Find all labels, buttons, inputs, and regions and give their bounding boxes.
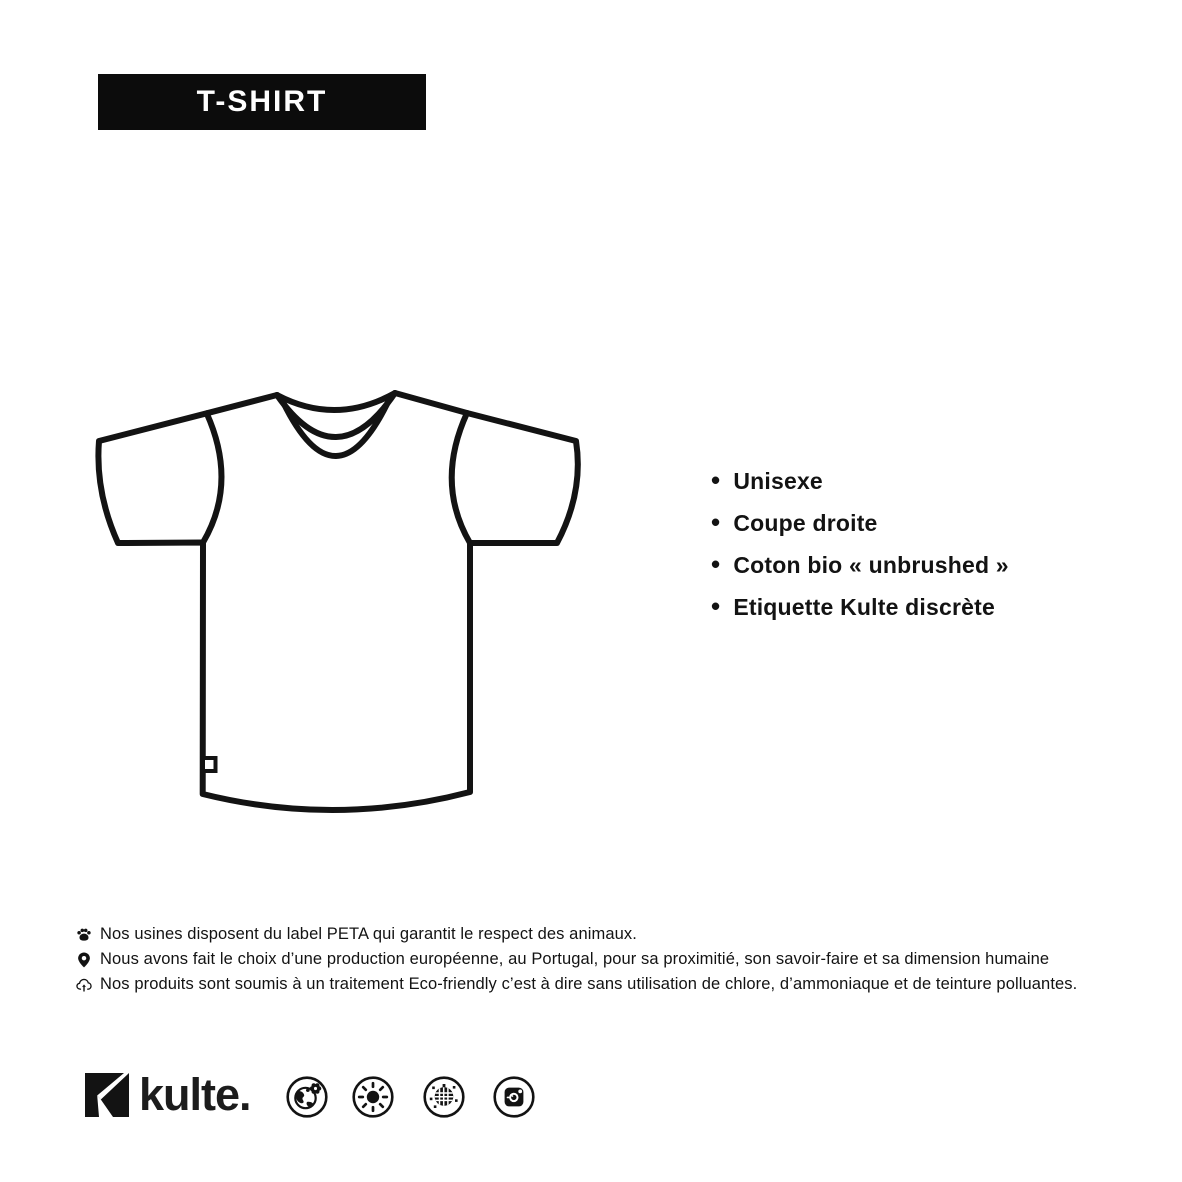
paw-icon (76, 927, 92, 943)
kulte-logo (85, 1073, 129, 1117)
page-title: T-SHIRT (196, 85, 328, 118)
eco-note-peta (76, 922, 1077, 947)
kulte-wordmark: kulte. (139, 1069, 251, 1120)
cloud-arrow-icon (76, 977, 92, 993)
disco-ball-icon[interactable] (422, 1075, 466, 1119)
feature-item: • Unisexe (711, 460, 1009, 502)
feature-item: • Etiquette Kulte discrète (711, 586, 1009, 628)
title-bar (98, 74, 426, 130)
tshirt-illustration (90, 380, 590, 820)
side-label-detail (203, 758, 216, 771)
sun-icon[interactable] (351, 1075, 395, 1119)
eco-notes (76, 922, 1077, 997)
eco-note-text: Nous avons fait le choix d’une production européenne, au Portugal, pour sa proximitié, son savoir-faire et sa dimension humaine (100, 950, 1050, 968)
eco-note-text: Nos usines disposent du label PETA qui garantit le respect des animaux. (100, 925, 637, 943)
instagram-camera-icon[interactable] (492, 1075, 536, 1119)
feature-item: • Coupe droite (711, 502, 1009, 544)
eco-note-production (76, 947, 1077, 972)
world-icon[interactable] (285, 1075, 329, 1119)
eco-note-ecofriendly (76, 972, 1077, 997)
feature-list (711, 460, 1009, 628)
location-pin-icon (76, 952, 92, 968)
feature-item: • Coton bio « unbrushed » (711, 544, 1009, 586)
eco-note-text: Nos produits sont soumis à un traitement Eco-friendly c’est à dire sans utilisation de chlore, d’ammoniaque et de teinture polluantes. (100, 975, 1078, 993)
